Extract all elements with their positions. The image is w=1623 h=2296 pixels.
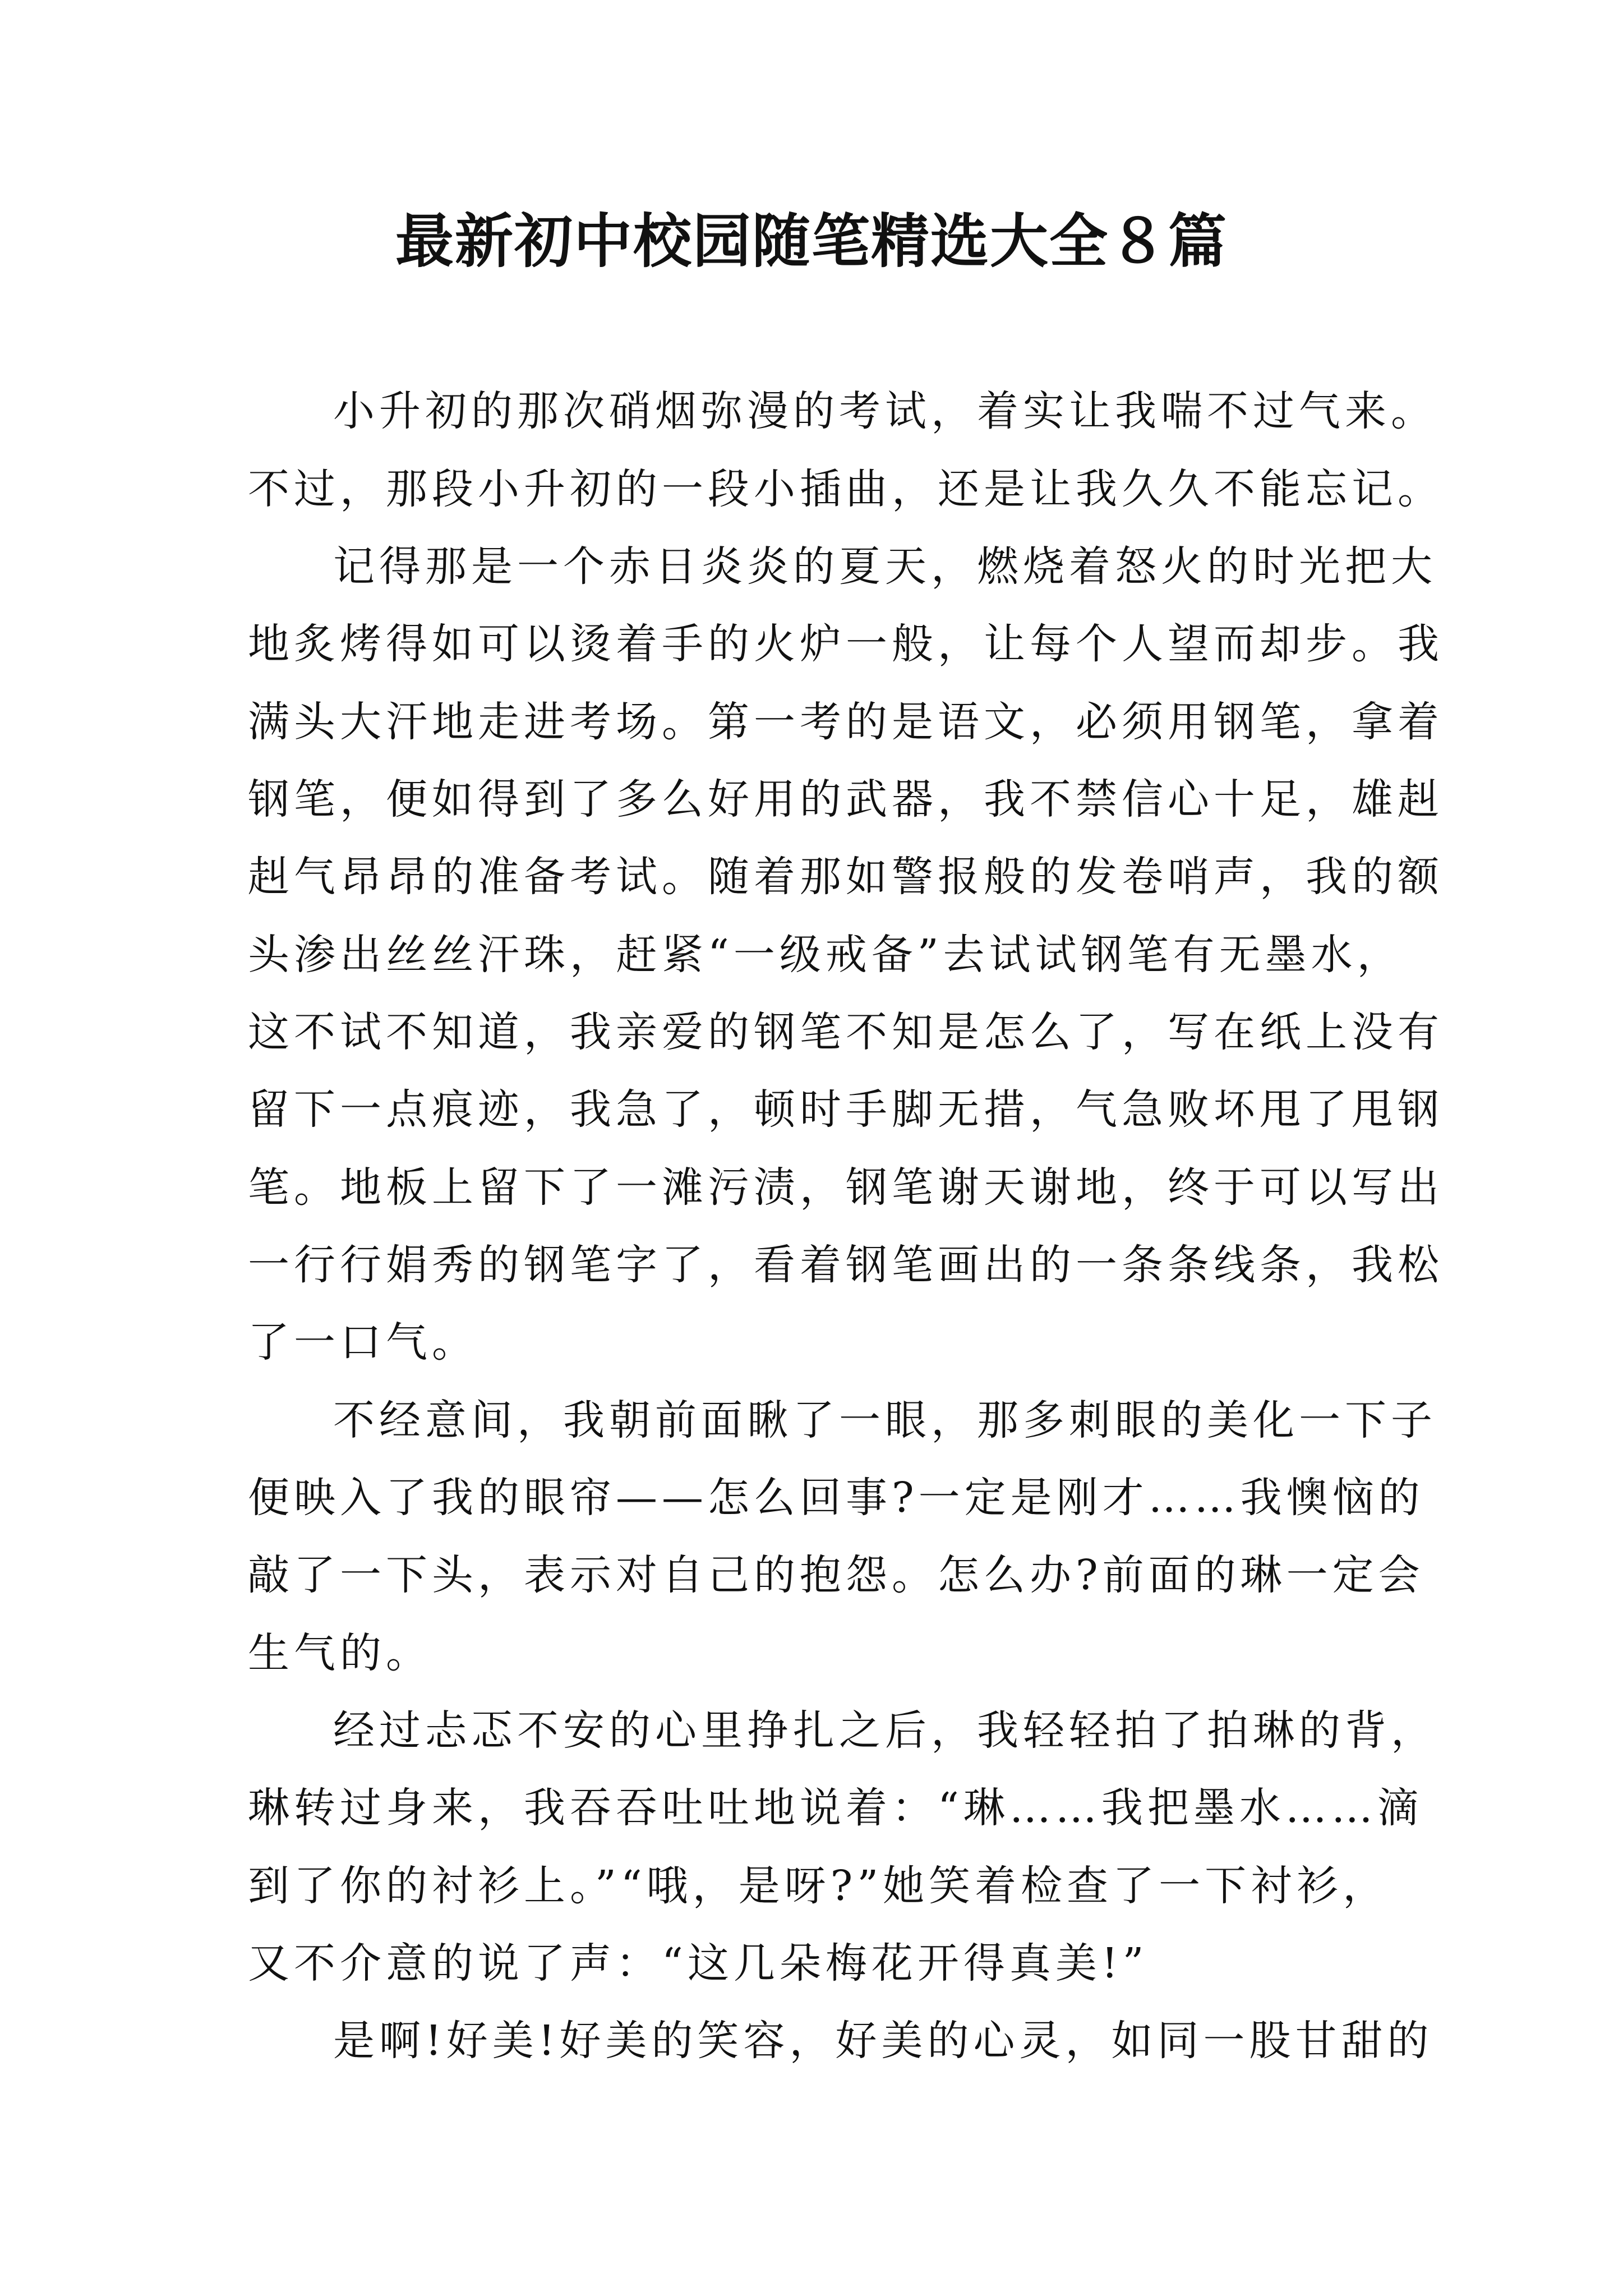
text-line: 记得那是一个赤日炎炎的夏天，燃烧着怒火的时光把大	[333, 542, 1437, 591]
text-line: 经过忐忑不安的心里挣扎之后，我轻轻拍了拍琳的背，	[333, 1706, 1437, 1755]
text-line: 地炙烤得如可以烫着手的火炉一般，让每个人望而却步。我	[248, 620, 1444, 668]
text-line: 小升初的那次硝烟弥漫的考试，着实让我喘不过气来。	[333, 387, 1437, 435]
text-line: 便映入了我的眼帘——怎么回事?一定是刚才……我懊恼的	[248, 1474, 1424, 1522]
text-line: 到了你的衬衫上。”“哦，是呀?”她笑着检查了一下衬衫，	[248, 1862, 1389, 1910]
text-line: 赳气昂昂的准备考试。随着那如警报般的发卷哨声，我的额	[248, 853, 1444, 901]
document-title: 最新初中校园随笔精选大全８篇	[395, 206, 1228, 275]
text-line: 钢笔，便如得到了多么好用的武器，我不禁信心十足，雄赳	[248, 775, 1444, 823]
text-line: 不经意间，我朝前面瞅了一眼，那多刺眼的美化一下子	[333, 1396, 1437, 1444]
text-line: 笔。地板上留下了一滩污渍，钢笔谢天谢地，终于可以写出	[248, 1163, 1444, 1212]
text-line: 这不试不知道，我亲爱的钢笔不知是怎么了，写在纸上没有	[248, 1008, 1444, 1056]
text-line: 了一口气。	[248, 1318, 478, 1366]
text-line: 满头大汗地走进考场。第一考的是语文，必须用钢笔，拿着	[248, 698, 1444, 746]
text-line: 琳转过身来，我吞吞吐吐地说着：“琳……我把墨水……滴	[248, 1784, 1423, 1832]
text-line: 是啊!好美!好美的笑容，好美的心灵，如同一股甘甜的	[333, 2017, 1433, 2065]
text-line: 不过，那段小升初的一段小插曲，还是让我久久不能忘记。	[248, 465, 1444, 513]
text-line: 一行行娟秀的钢笔字了，看着钢笔画出的一条条线条，我松	[248, 1241, 1444, 1289]
text-line: 敲了一下头，表示对自己的抱怨。怎么办?前面的琳一定会	[248, 1551, 1424, 1599]
text-line: 又不介意的说了声：“这几朵梅花开得真美!”	[248, 1939, 1149, 1987]
text-line: 头渗出丝丝汗珠，赶紧“一级戒备”去试试钢笔有无墨水，	[248, 931, 1403, 979]
text-line: 生气的。	[248, 1629, 432, 1677]
text-line: 留下一点痕迹，我急了，顿时手脚无措，气急败坏甩了甩钢	[248, 1085, 1444, 1134]
